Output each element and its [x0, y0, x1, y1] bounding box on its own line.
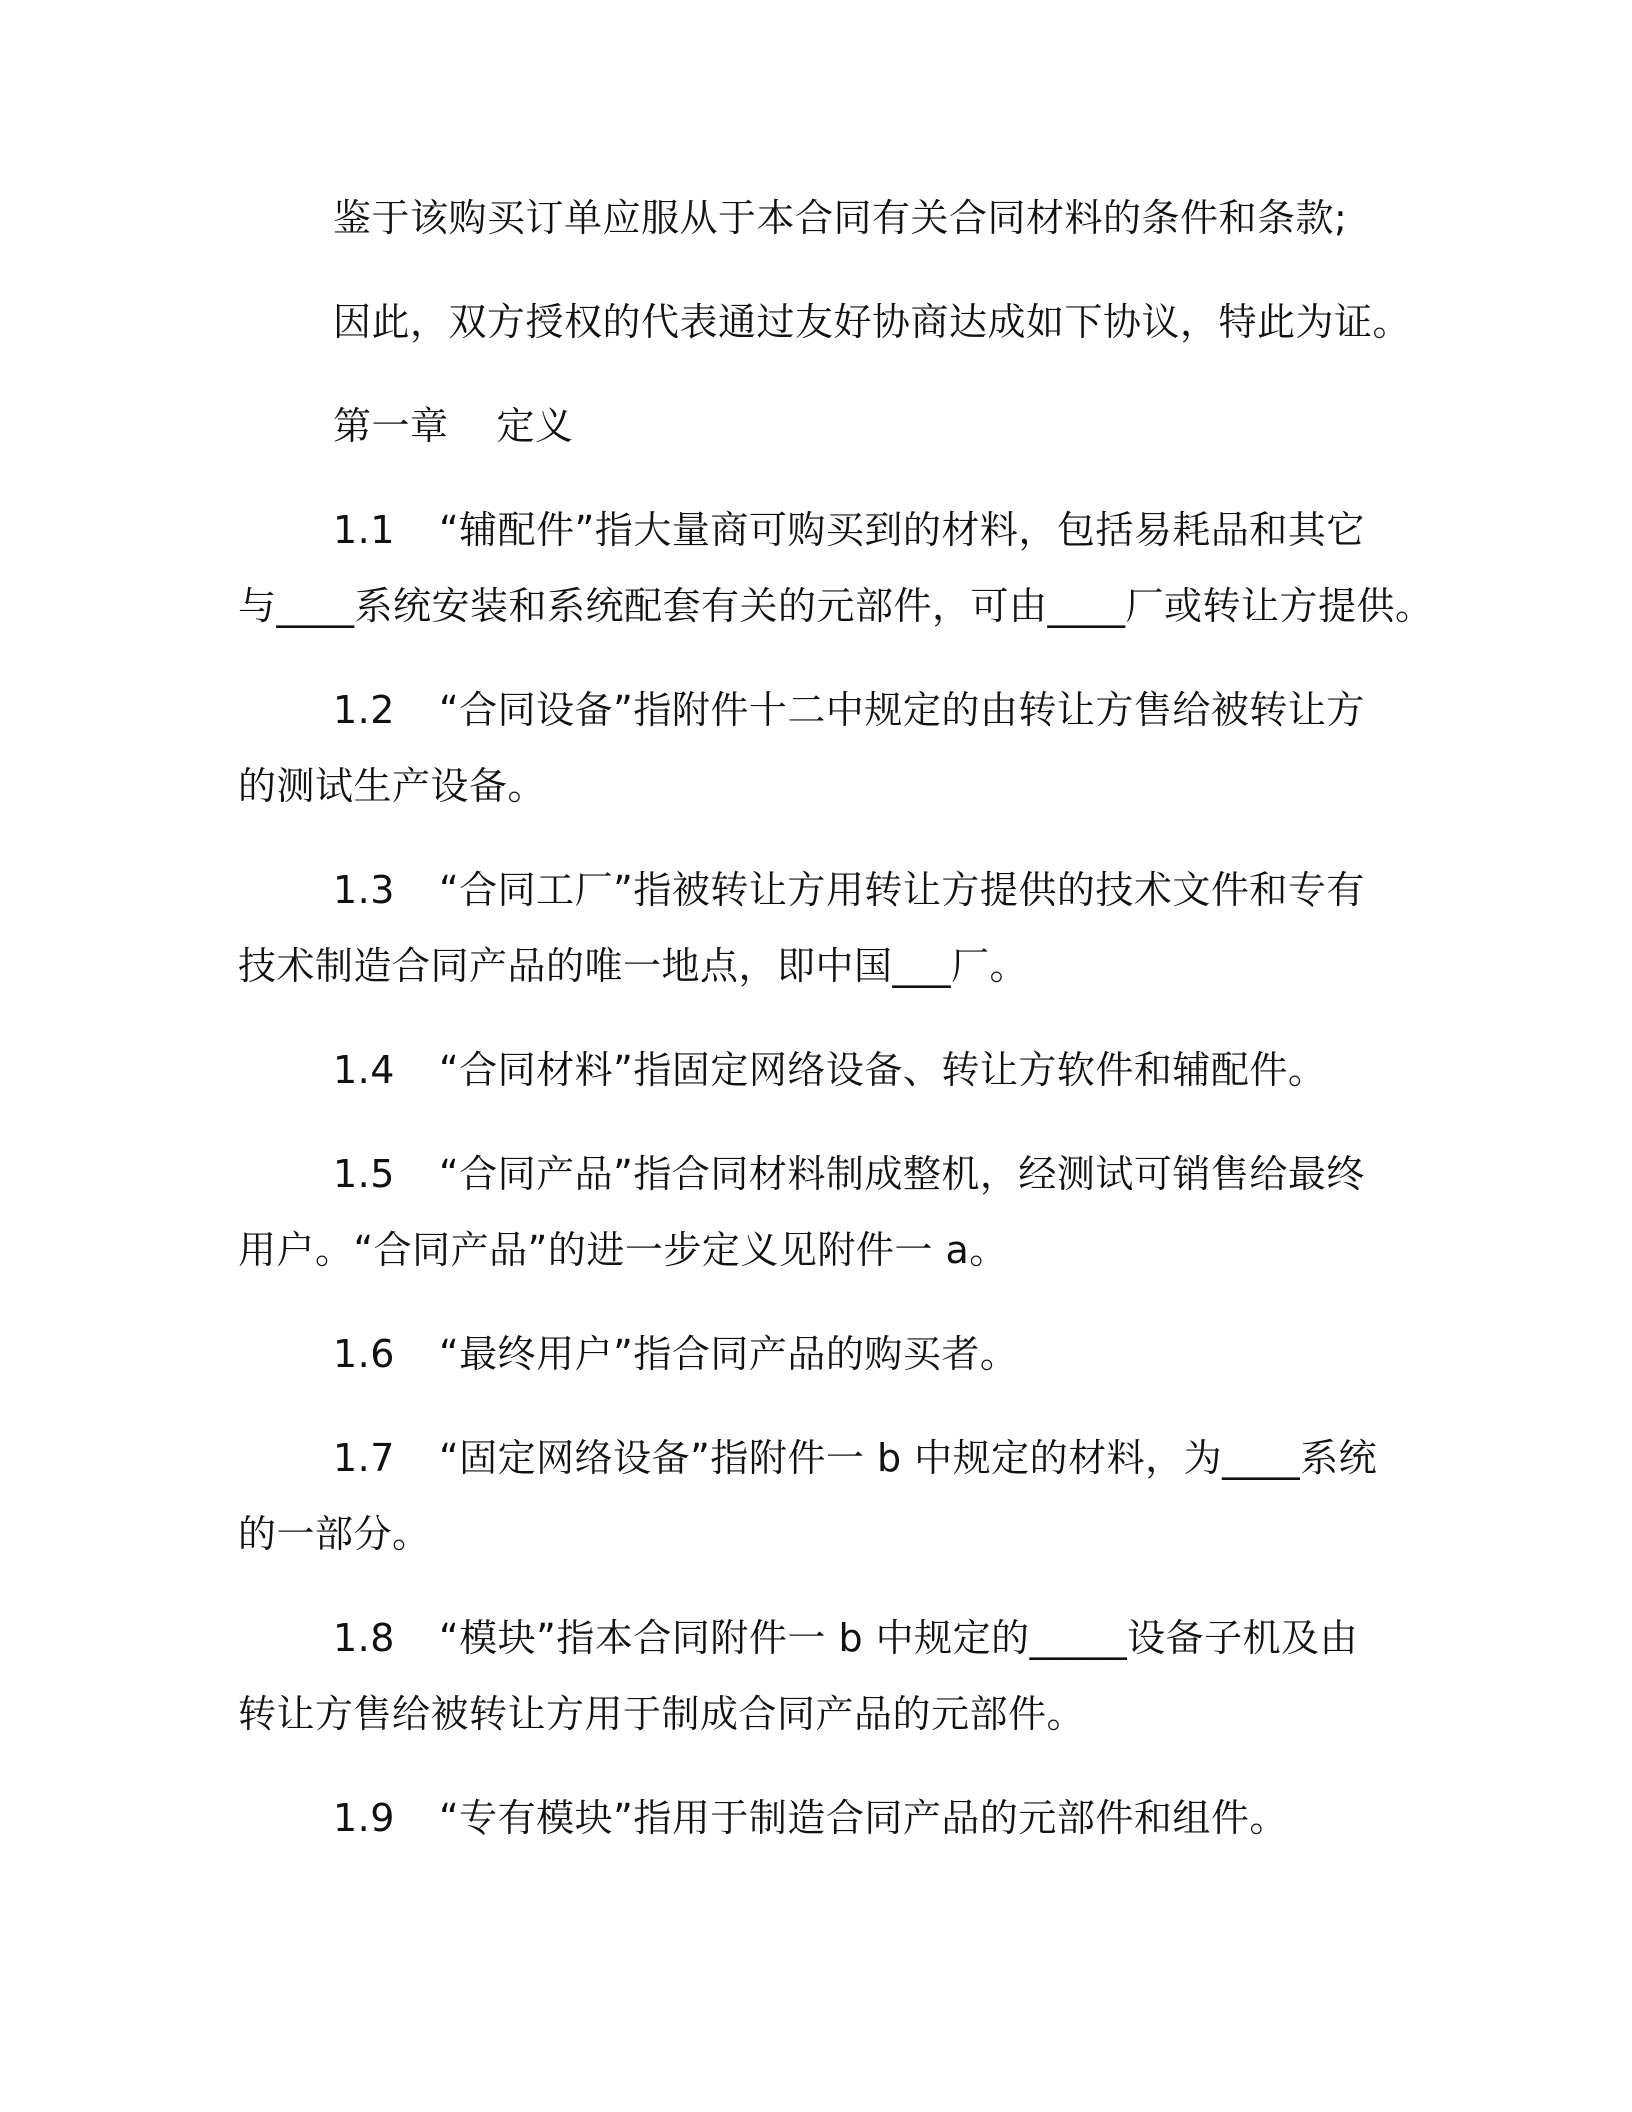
clause-text: “辅配件”指大量商可购买到的材料，包括易耗品和其它 [439, 508, 1365, 552]
clause-number: 1.8 [333, 1616, 395, 1660]
clause-text: “合同产品”指合同材料制成整机，经测试可销售给最终 [439, 1152, 1365, 1196]
clause-number: 1.4 [333, 1048, 395, 1092]
clause-text: “模块”指本合同附件一 b 中规定的_____设备子机及由 [439, 1616, 1359, 1660]
clause-1-5-continuation: 用户。“合同产品”的进一步定义见附件一 a。 [238, 1228, 1008, 1272]
clause-1-4 [333, 1046, 1326, 1094]
clause-text: “合同设备”指附件十二中规定的由转让方售给被转让方 [439, 688, 1365, 732]
clause-text: “最终用户”指合同产品的购买者。 [439, 1332, 1019, 1376]
clause-text: “专有模块”指用于制造合同产品的元部件和组件。 [439, 1796, 1288, 1840]
clause-number: 1.7 [333, 1436, 395, 1480]
clause-text: “合同材料”指固定网络设备、转让方软件和辅配件。 [439, 1048, 1327, 1092]
paragraph-whereas: 鉴于该购买订单应服从于本合同有关合同材料的条件和条款; [333, 196, 1348, 240]
clause-number: 1.5 [333, 1152, 395, 1196]
clause-1-8 [333, 1614, 1358, 1662]
clause-1-5 [333, 1150, 1365, 1198]
clause-1-1 [333, 506, 1365, 554]
clause-1-8-continuation: 转让方售给被转让方用于制成合同产品的元部件。 [238, 1692, 1086, 1736]
clause-number: 1.6 [333, 1332, 395, 1376]
clause-1-3-continuation: 技术制造合同产品的唯一地点，即中国___厂。 [238, 944, 1029, 988]
clause-number: 1.9 [333, 1796, 395, 1840]
clause-1-6 [333, 1330, 1018, 1378]
clause-1-7-continuation: 的一部分。 [238, 1512, 431, 1556]
chapter-title: 定义 [496, 404, 574, 448]
clause-1-2-continuation: 的测试生产设备。 [238, 764, 547, 808]
clause-number: 1.1 [333, 508, 395, 552]
clause-1-2 [333, 686, 1365, 734]
clause-1-1-continuation: 与____系统安装和系统配套有关的元部件，可由____厂或转让方提供。 [238, 584, 1434, 628]
clause-number: 1.3 [333, 868, 395, 912]
paragraph-therefore: 因此，双方授权的代表通过友好协商达成如下协议，特此为证。 [333, 300, 1412, 344]
clause-text: “固定网络设备”指附件一 b 中规定的材料，为____系统 [439, 1436, 1378, 1480]
clause-1-9 [333, 1794, 1288, 1842]
chapter-heading [333, 402, 574, 450]
clause-1-3 [333, 866, 1365, 914]
clause-text: “合同工厂”指被转让方用转让方提供的技术文件和专有 [439, 868, 1365, 912]
clause-1-7 [333, 1434, 1377, 1482]
chapter-number: 第一章 [333, 404, 449, 448]
clause-number: 1.2 [333, 688, 395, 732]
